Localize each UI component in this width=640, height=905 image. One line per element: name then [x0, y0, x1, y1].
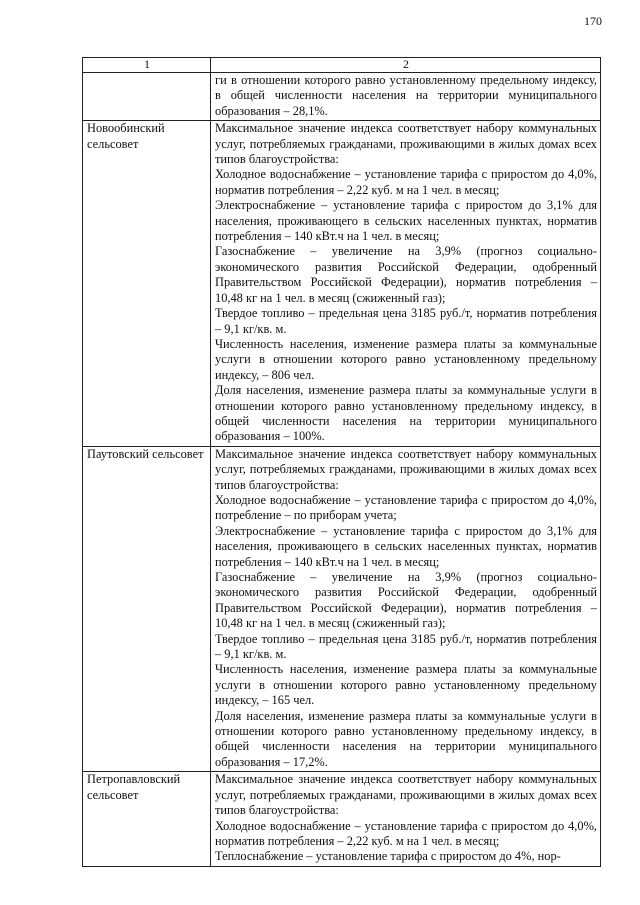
paragraph: Электроснабжение – установление тарифа с приростом до 3,1% для населения, проживающего в сельских населенных пунктах, норматив потребления – 140 кВт.ч на 1 чел. в месяц; [215, 198, 597, 244]
description-cell [211, 446, 601, 772]
page-number: 170 [584, 14, 602, 28]
table-header-row [83, 58, 601, 73]
paragraph: Доля населения, изменение размера платы за коммунальные услуги в отношении которого равно установленному предельному индексу, в общей численности населения на территории муниципального образования – 17,2%. [215, 708, 597, 769]
paragraph: Холодное водоснабжение – установление тарифа с приростом до 4,0%, норматив потребления – 2,22 куб. м на 1 чел. в месяц; [215, 818, 597, 848]
paragraph: Максимальное значение индекса соответствует набору коммунальных услуг, потребляемых гражданами, проживающими в жилых домах всех типов благоустройства: [215, 772, 597, 818]
description-cell [211, 772, 601, 866]
paragraph: Численность населения, изменение размера платы за коммунальные услуги в отношении которого равно установленному предельному индексу, – 165 чел. [215, 662, 597, 708]
paragraph: Газоснабжение – увеличение на 3,9% (прогноз социально-экономического развития Российской Федерации, одобренный Правительством Российской Федерации), норматив потребления – 10,48 кг на 1 чел. в месяц (сжиженный газ); [215, 244, 597, 305]
municipality-cell: Новообинский сельсовет [83, 121, 211, 447]
description-cell [211, 121, 601, 447]
paragraph: Холодное водоснабжение – установление тарифа с приростом до 4,0%, норматив потребления – 2,22 куб. м на 1 чел. в месяц; [215, 167, 597, 197]
table-row [83, 772, 601, 866]
table-row [83, 73, 601, 121]
paragraph: Газоснабжение – увеличение на 3,9% (прогноз социально-экономического развития Российской Федерации, одобренный Правительством Российской Федерации), норматив потребления – 10,48 кг на 1 чел. в месяц (сжиженный газ); [215, 570, 597, 631]
table-row [83, 446, 601, 772]
paragraph: Твердое топливо – предельная цена 3185 руб./т, норматив потребления – 9,1 кг/кв. м. [215, 306, 597, 336]
paragraph: Электроснабжение – установление тарифа с приростом до 3,1% для населения, проживающего в сельских населенных пунктах, норматив потребления – 140 кВт.ч на 1 чел. в месяц; [215, 523, 597, 569]
paragraph: Доля населения, изменение размера платы за коммунальные услуги в отношении которого равно установленному предельному индексу, в общей численности населения на территории муниципального образования – 100%. [215, 383, 597, 444]
paragraph: Максимальное значение индекса соответствует набору коммунальных услуг, потребляемых гражданами, проживающими в жилых домах всех типов благоустройства: [215, 446, 597, 492]
description-cell [211, 73, 601, 121]
paragraph: Численность населения, изменение размера платы за коммунальные услуги в отношении которого равно установленному предельному индексу, – 806 чел. [215, 336, 597, 382]
table-row [83, 121, 601, 447]
column-header-1: 1 [83, 58, 211, 73]
column-header-2: 2 [211, 58, 601, 73]
municipality-cell: Петропавловский сельсовет [83, 772, 211, 866]
paragraph: Теплоснабжение – установление тарифа с приростом до 4%, нор- [215, 849, 561, 864]
municipality-cell: Паутовский сельсовет [83, 446, 211, 772]
paragraph: Твердое топливо – предельная цена 3185 руб./т, норматив потребления – 9,1 кг/кв. м. [215, 631, 597, 662]
tariff-table [82, 57, 601, 867]
paragraph: Холодное водоснабжение – установление тарифа с приростом до 4,0%, потребление – по приборам учета; [215, 492, 597, 523]
paragraph: ги в отношении которого равно установленному предельному индексу, в общей численности населения на территории муниципального образования – 28,1%. [215, 73, 597, 118]
municipality-cell [83, 73, 211, 121]
paragraph: Максимальное значение индекса соответствует набору коммунальных услуг, потребляемых гражданами, проживающими в жилых домах всех типов благоустройства: [215, 121, 597, 167]
